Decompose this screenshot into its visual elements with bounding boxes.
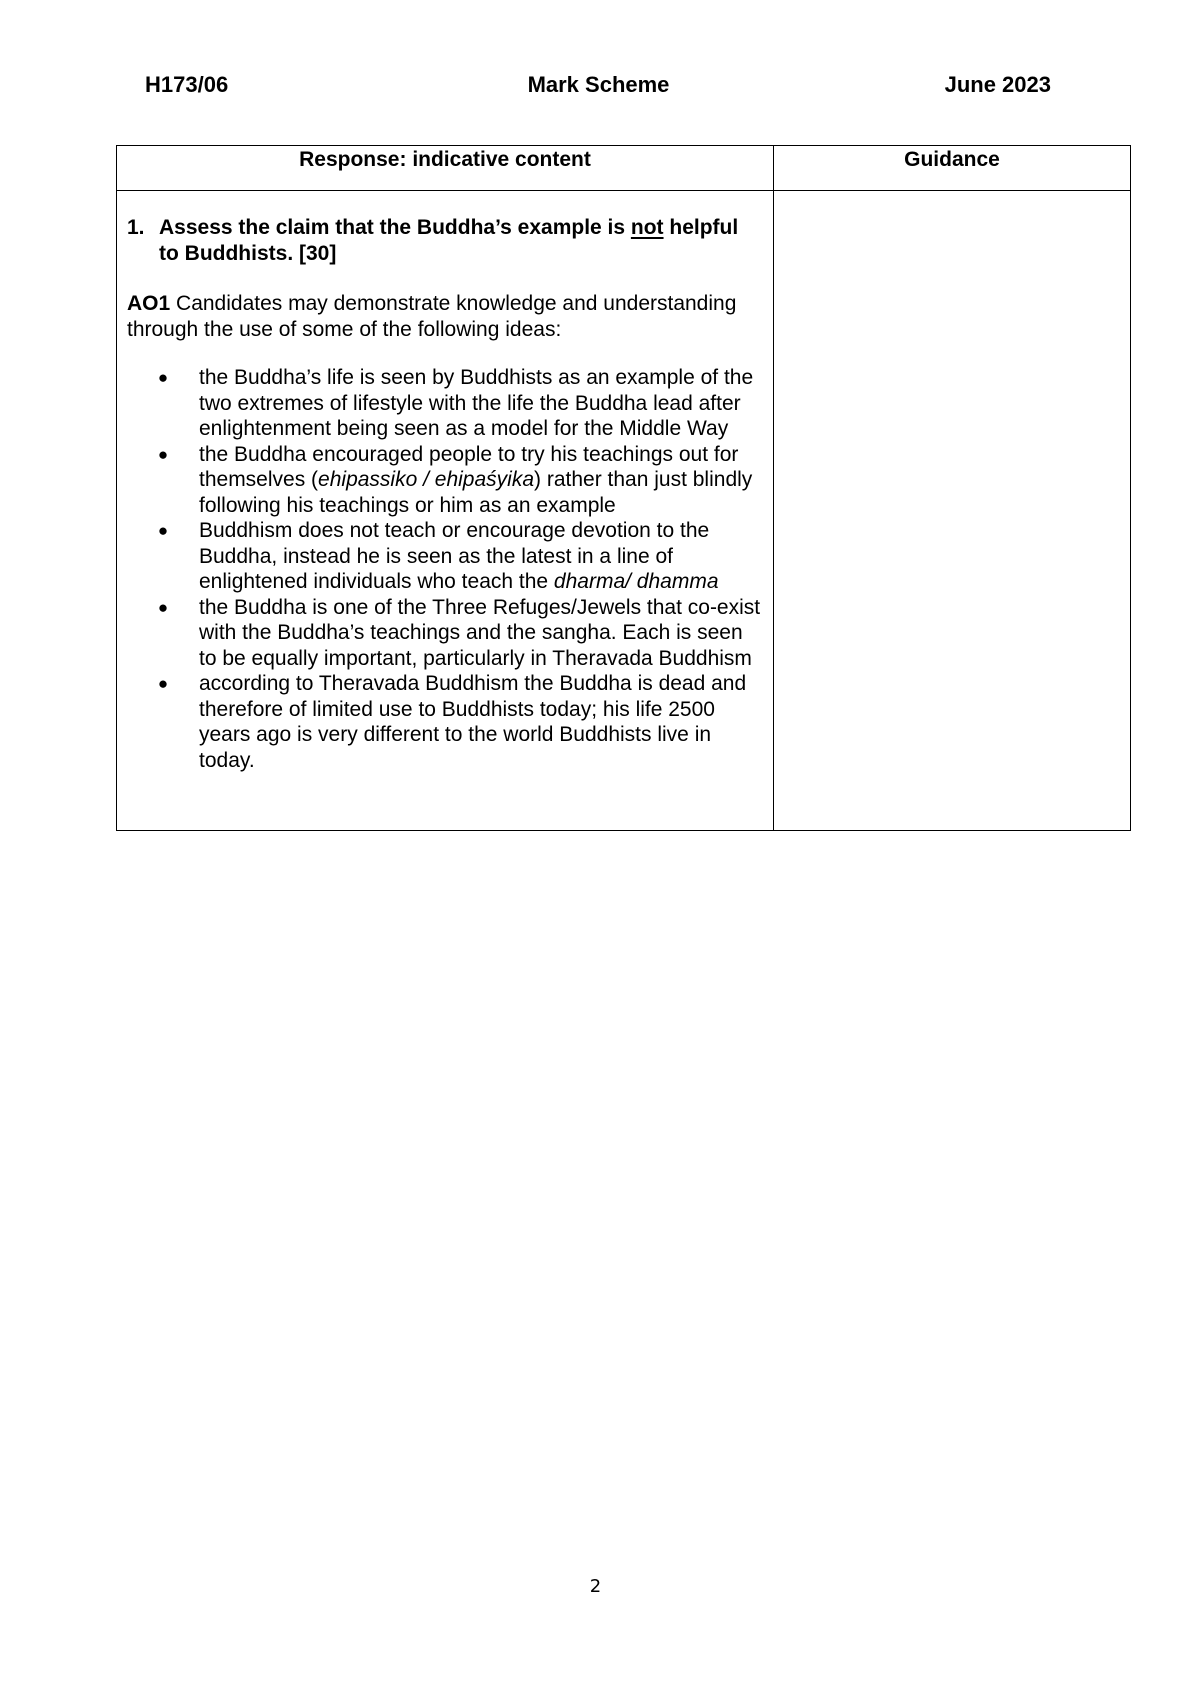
- list-item: [127, 365, 763, 442]
- document-title: Mark Scheme: [527, 72, 670, 97]
- bullet-icon: ●: [157, 597, 169, 617]
- table-header-row: [117, 146, 1131, 191]
- question-number: 1.: [127, 216, 145, 239]
- list-item-text: the Buddha is one of the Three Refuges/Jewels that co-exist with the Buddha’s teachings and the sangha. Each is seen to be equally important, particularly in Theravada Buddhism: [199, 595, 761, 670]
- question-heading: [127, 215, 763, 266]
- guidance-column-header: Guidance: [774, 146, 1131, 191]
- ao1-text: Candidates may demonstrate knowledge and understanding through the use of some of the following ideas:: [127, 292, 737, 341]
- bullet-icon: ●: [157, 368, 169, 387]
- bullet-icon: ●: [157, 444, 169, 464]
- list-item-text: the Buddha encouraged people to try his teachings out for themselves (ehipassiko / ehipaśyika) rather than just blindly following his teachings or him as an example: [199, 442, 753, 517]
- list-item: [127, 518, 763, 595]
- list-item-text: the Buddha’s life is seen by Buddhists as an example of the two extremes of lifestyle with the life the Buddha lead after enlightenment being seen as a model for the Middle Way: [199, 366, 754, 440]
- ao1-label: AO1: [127, 292, 171, 315]
- list-item-text: Buddhism does not teach or encourage devotion to the Buddha, instead he is seen as the latest in a line of enlightened individuals who teach the dharma/ dhamma: [199, 519, 719, 593]
- list-item-text: according to Theravada Buddhism the Buddha is dead and therefore of limited use to Buddhists today; his life 2500 years ago is very different to the world Buddhists live in today.: [199, 672, 747, 772]
- bullet-icon: ●: [157, 674, 169, 693]
- table-row: [117, 191, 1131, 831]
- ideas-list: [127, 365, 763, 773]
- question-emphasis: not: [630, 216, 664, 239]
- bullet-icon: ●: [157, 521, 169, 540]
- response-column-header: Response: indicative content: [117, 146, 774, 191]
- ao1-paragraph: [127, 291, 763, 342]
- list-item: [127, 442, 763, 519]
- list-item: [127, 595, 763, 672]
- mark-scheme-table: [116, 145, 1131, 831]
- document-date: June 2023: [944, 72, 1051, 97]
- document-code: H173/06: [145, 72, 229, 97]
- guidance-cell: [774, 191, 1131, 831]
- list-item: [127, 671, 763, 773]
- page-number: 2: [589, 1576, 602, 1597]
- question-text: Assess the claim that the Buddha’s example is not helpful to Buddhists. [30]: [159, 216, 739, 265]
- response-content-cell: [117, 191, 774, 831]
